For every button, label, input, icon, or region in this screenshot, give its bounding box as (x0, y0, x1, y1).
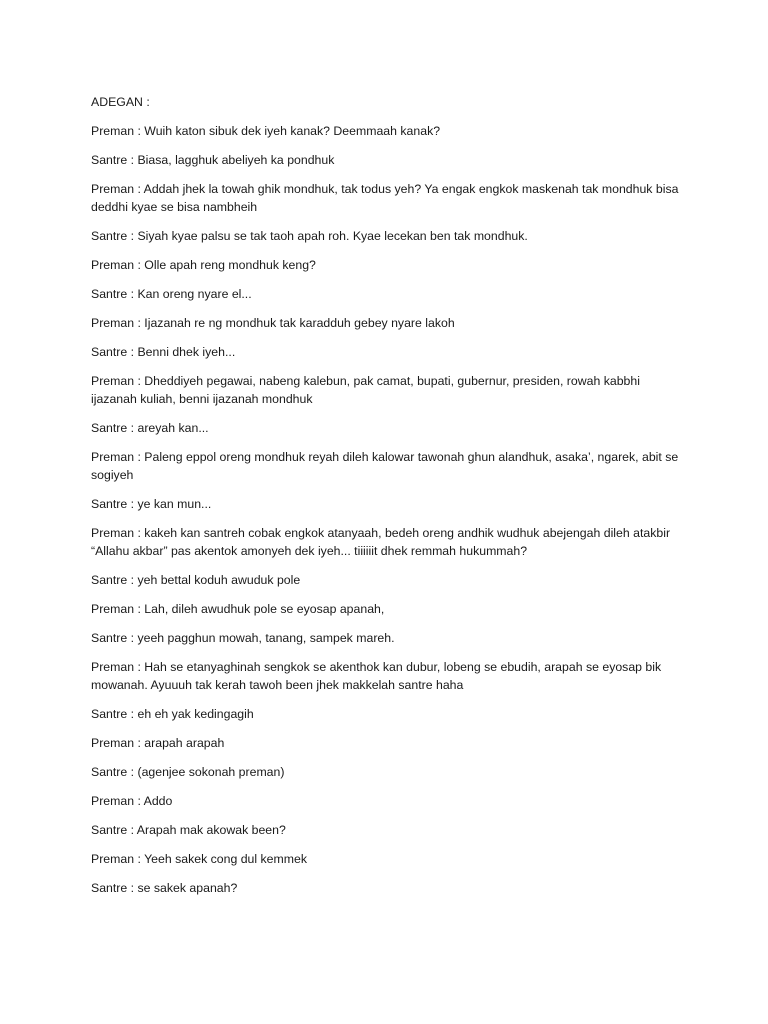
dialogue-line: Santre : Arapah mak akowak been? (91, 823, 286, 837)
dialogue-line: Preman : Yeeh sakek cong dul kemmek (91, 852, 307, 866)
dialogue-line: Santre : Siyah kyae palsu se tak taoh apah roh. Kyae lecekan ben tak mondhuk. (91, 229, 528, 243)
dialogue-line: Santre : eh eh yak kedingagih (91, 707, 254, 721)
dialogue-line: Santre : yeeh pagghun mowah, tanang, sampek mareh. (91, 631, 395, 645)
dialogue-line: Santre : ye kan mun... (91, 497, 212, 511)
document-body (91, 93, 681, 908)
dialogue-line: Santre : areyah kan... (91, 421, 209, 435)
dialogue-line: Santre : (agenjee sokonah preman) (91, 765, 285, 779)
dialogue-line: Preman : Dheddiyeh pegawai, nabeng kalebun, pak camat, bupati, gubernur, presiden, rowah kabbhi ijazanah kuliah, benni ijazanah mondhuk (91, 374, 640, 406)
dialogue-line: Preman : Hah se etanyaghinah sengkok se akenthok kan dubur, lobeng se ebudih, arapah se eyosap bik mowanah. Ayuuuh tak kerah tawoh been jhek makkelah santre haha (91, 660, 662, 692)
dialogue-line: Preman : arapah arapah (91, 736, 225, 750)
dialogue-line: Preman : Wuih katon sibuk dek iyeh kanak? Deemmaah kanak? (91, 124, 441, 138)
dialogue-line: Preman : Olle apah reng mondhuk keng? (91, 258, 316, 272)
dialogue-line: Santre : Kan oreng nyare el... (91, 287, 252, 301)
dialogue-line: Preman : Paleng eppol oreng mondhuk reyah dileh kalowar tawonah ghun alandhuk, asaka’, ngarek, abit se sogiyeh (91, 450, 679, 482)
dialogue-line: Santre : Benni dhek iyeh... (91, 345, 236, 359)
dialogue-line: Santre : se sakek apanah? (91, 881, 238, 895)
scene-heading: ADEGAN : (91, 95, 150, 109)
dialogue-line: Preman : Lah, dileh awudhuk pole se eyosap apanah, (91, 602, 385, 616)
dialogue-line: Preman : Addah jhek la towah ghik mondhuk, tak todus yeh? Ya engak engkok maskenah tak mondhuk bisa deddhi kyae se bisa nambheih (91, 182, 679, 214)
dialogue-line: Santre : Biasa, lagghuk abeliyeh ka pondhuk (91, 153, 335, 167)
dialogue-line: Preman : kakeh kan santreh cobak engkok atanyaah, bedeh oreng andhik wudhuk abejengah dileh atakbir “Allahu akbar” pas akentok amonyeh dek iyeh... tiiiiiit dhek remmah hukummah? (91, 526, 671, 558)
dialogue-line: Preman : Addo (91, 794, 173, 808)
dialogue-line: Santre : yeh bettal koduh awuduk pole (91, 573, 301, 587)
dialogue-line: Preman : Ijazanah re ng mondhuk tak karadduh gebey nyare lakoh (91, 316, 455, 330)
